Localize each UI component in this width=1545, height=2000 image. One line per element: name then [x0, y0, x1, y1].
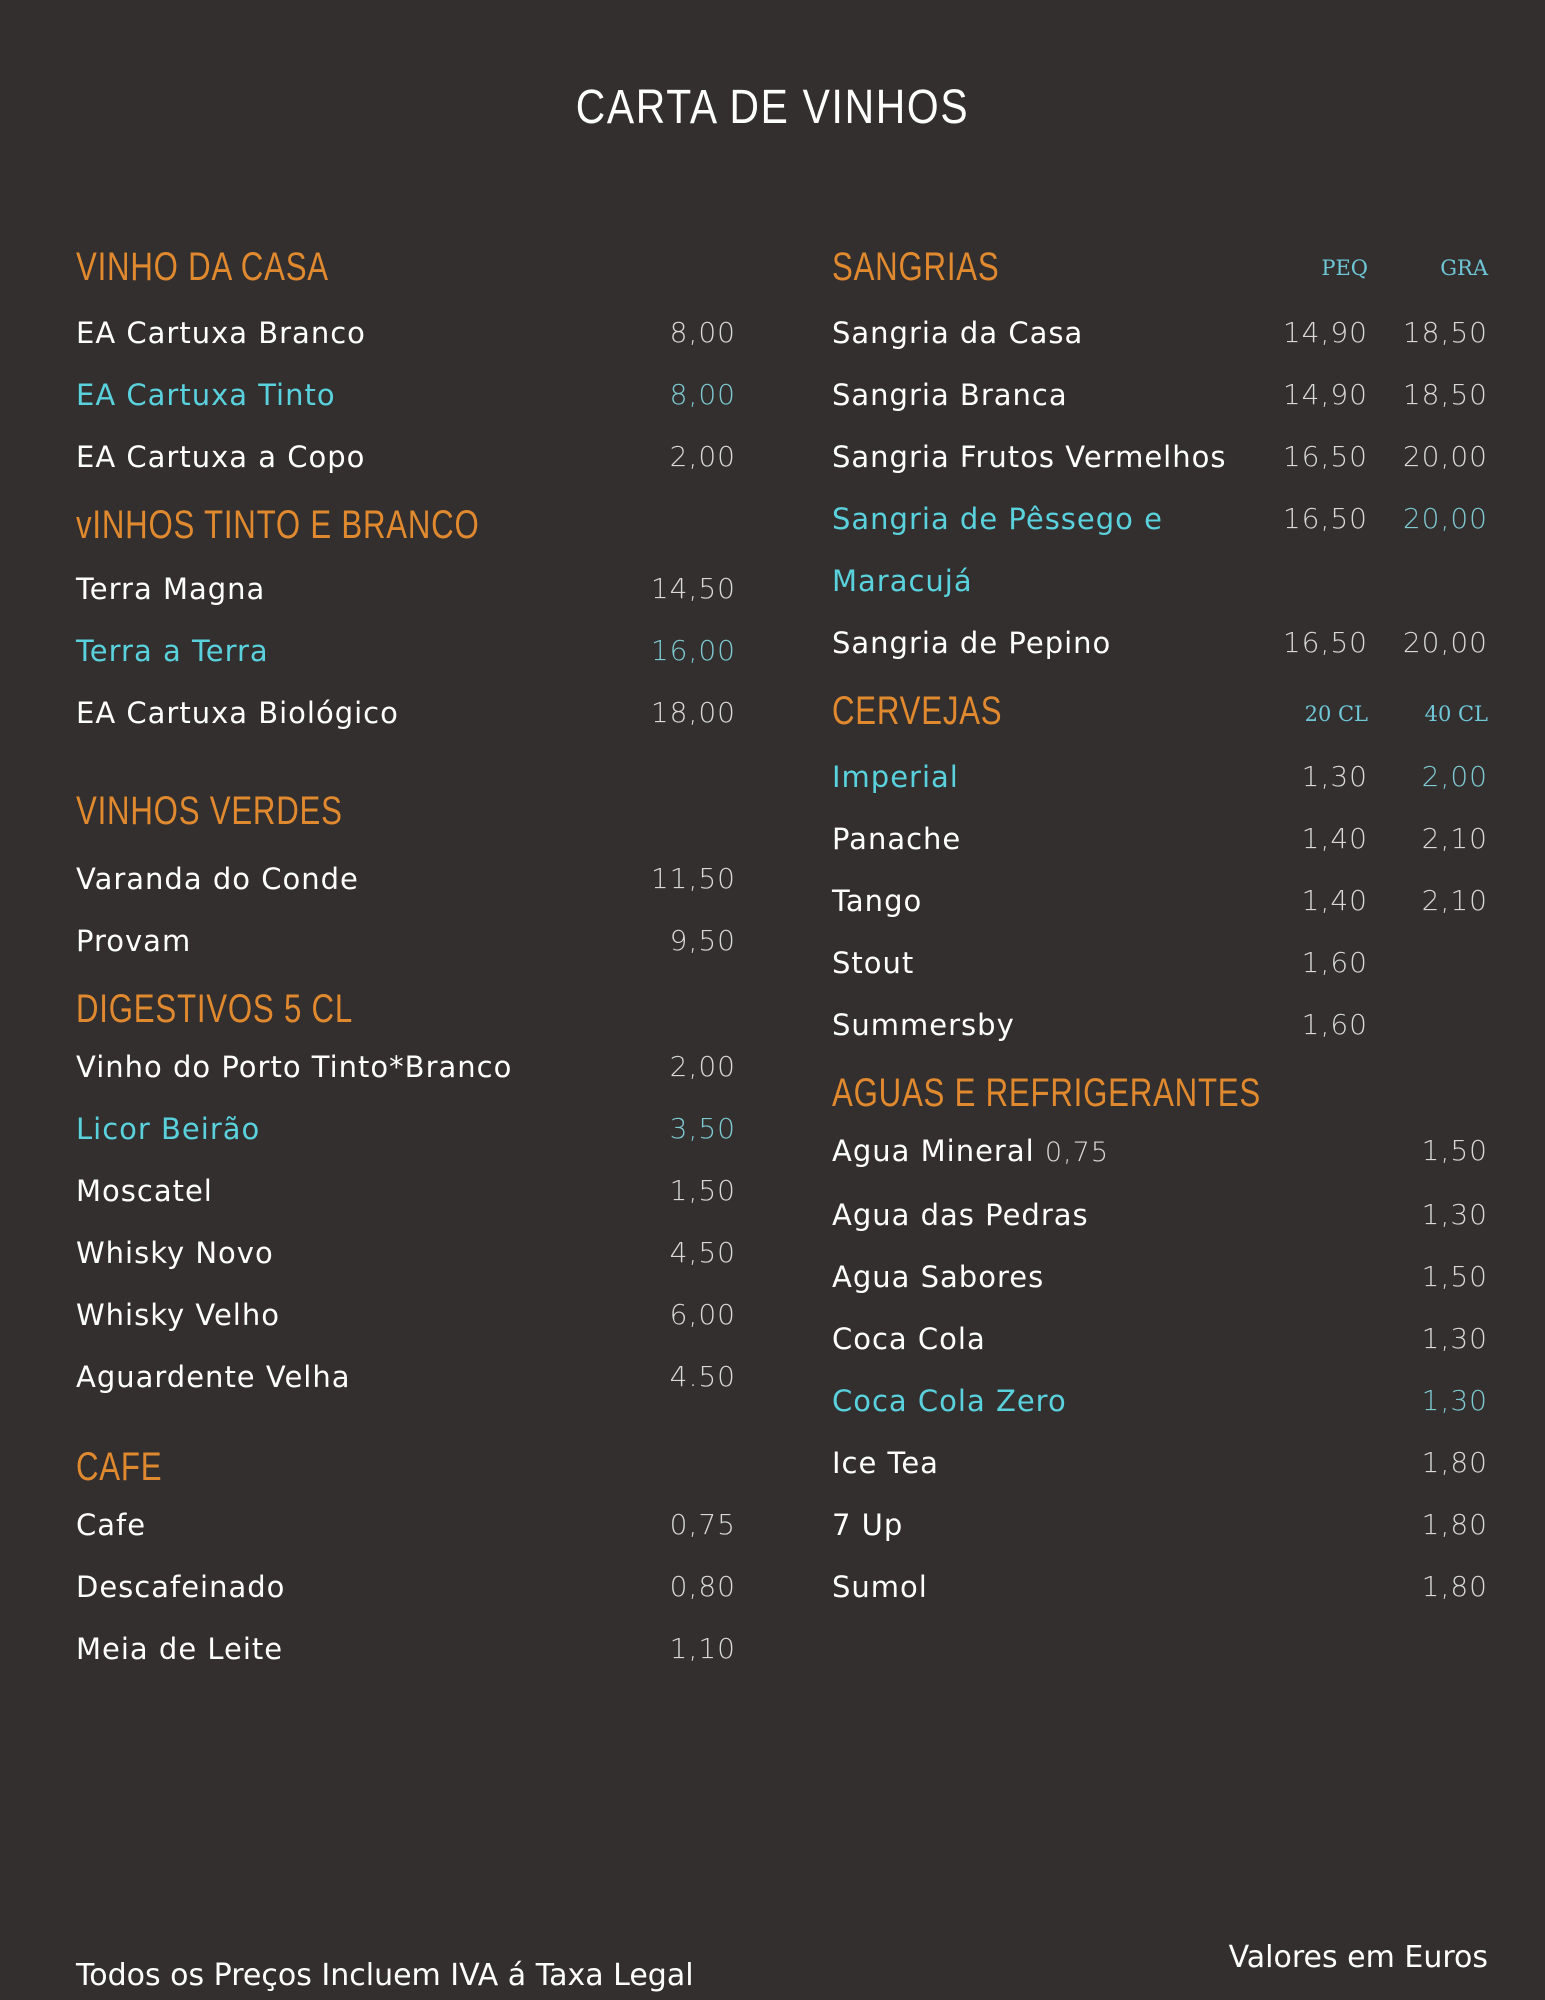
footer-tax-note: Todos os Preços Incluem IVA á Taxa Legal: [76, 1958, 694, 1993]
item-price-small: 1,60: [1301, 1008, 1368, 1041]
item-name: Aguardente Velha: [76, 1360, 351, 1394]
section-header: [832, 1056, 1488, 1116]
item-price: 0,75: [669, 1508, 736, 1541]
item-name: EA Cartuxa a Copo: [76, 440, 366, 474]
item-price-large: [1368, 994, 1488, 1056]
item-name: EA Cartuxa Biológico: [76, 696, 399, 730]
menu-item: [76, 620, 736, 682]
item-price: 1,80: [1421, 1508, 1488, 1541]
menu-item: [832, 1494, 1488, 1556]
menu-item: [832, 746, 1488, 808]
item-price: 8,00: [669, 378, 736, 411]
item-price-small: 16,50: [1282, 440, 1368, 473]
section-header: [76, 1430, 736, 1490]
menu-item: [832, 1246, 1488, 1308]
section-title-sangrias: SANGRIAS: [832, 245, 1000, 289]
item-name: Terra a Terra: [76, 634, 269, 668]
menu-item: [832, 994, 1488, 1056]
menu-item: [832, 302, 1488, 364]
column-header-gra: GRA: [1440, 256, 1488, 280]
menu-item: [76, 1160, 736, 1222]
footer-currency-note: Valores em Euros: [1228, 1940, 1488, 1975]
item-name: Tango: [832, 884, 923, 918]
item-price: 6,00: [669, 1298, 736, 1331]
item-price-large: 2,00: [1421, 760, 1488, 793]
menu-item: [76, 1036, 736, 1098]
item-price-small: 1,40: [1301, 822, 1368, 855]
menu-item: [832, 364, 1488, 426]
item-price: 1,50: [669, 1174, 736, 1207]
item-name: Ice Tea: [832, 1446, 939, 1480]
item-price-large: [1368, 932, 1488, 994]
item-price-large: 20,00: [1402, 626, 1488, 659]
right-column: [832, 230, 1488, 1618]
item-name: Cafe: [76, 1508, 147, 1542]
item-price: 3,50: [669, 1112, 736, 1145]
item-name: Vinho do Porto Tinto*Branco: [76, 1050, 513, 1084]
item-price-large: 18,50: [1402, 316, 1488, 349]
item-price: 8,00: [669, 316, 736, 349]
item-name: Agua Mineral: [832, 1134, 1035, 1168]
item-name: Whisky Velho: [76, 1298, 280, 1332]
column-header-20cl: 20 CL: [1304, 702, 1368, 726]
section-header: [76, 774, 736, 834]
item-name: Licor Beirão: [76, 1112, 261, 1146]
section-title-cafe: CAFE: [76, 1445, 163, 1489]
item-price: 16,00: [650, 634, 736, 667]
menu-item: [832, 932, 1488, 994]
menu-item: [832, 808, 1488, 870]
menu-item: [76, 1222, 736, 1284]
item-price-small: 14,90: [1282, 316, 1368, 349]
menu-item: [832, 1370, 1488, 1432]
item-name: Varanda do Conde: [76, 862, 359, 896]
menu-item: [76, 1098, 736, 1160]
item-name: Sangria Frutos Vermelhos: [832, 440, 1227, 474]
section-title-vinho-da-casa: VINHO DA CASA: [76, 245, 329, 289]
section-header: [76, 230, 736, 290]
item-price: 2,00: [669, 440, 736, 473]
menu-item: [76, 364, 736, 426]
section-title-aguas: AGUAS E REFRIGERANTES: [832, 1071, 1261, 1115]
item-price: 1,30: [1421, 1322, 1488, 1355]
item-name: EA Cartuxa Tinto: [76, 378, 336, 412]
item-name: Stout: [832, 946, 915, 980]
menu-item: [76, 426, 736, 488]
column-header-peq: PEQ: [1321, 256, 1368, 280]
menu-item: [76, 1346, 736, 1408]
item-price: 1,30: [1421, 1384, 1488, 1417]
left-column: [76, 230, 736, 1680]
menu-item: [832, 1120, 1488, 1184]
item-name: Moscatel: [76, 1174, 213, 1208]
menu-item: [76, 558, 736, 620]
item-name: Sangria Branca: [832, 378, 1068, 412]
item-price-small: 16,50: [1282, 502, 1368, 535]
item-price: 1,50: [1421, 1134, 1488, 1167]
menu-item: [76, 682, 736, 744]
section-title-cervejas: CERVEJAS: [832, 689, 1003, 733]
section-header: [76, 972, 736, 1032]
menu-item: [76, 1494, 736, 1556]
section-header: [76, 488, 736, 548]
item-price-small: 1,40: [1301, 884, 1368, 917]
item-name: Agua das Pedras: [832, 1198, 1089, 1232]
menu-item: [76, 302, 736, 364]
item-price: 14,50: [650, 572, 736, 605]
item-price-small: 1,30: [1301, 760, 1368, 793]
section-title-tinto-branco: vINHOS TINTO E BRANCO: [76, 503, 480, 547]
menu-item: [832, 426, 1488, 488]
item-price: 2,00: [669, 1050, 736, 1083]
menu-item: [76, 910, 736, 972]
item-price-large: 2,10: [1421, 822, 1488, 855]
item-price: 1,80: [1421, 1570, 1488, 1603]
section-title-vinhos-verdes: VINHOS VERDES: [76, 789, 343, 833]
item-name: Panache: [832, 822, 962, 856]
menu-item: [832, 488, 1488, 612]
menu-item: [832, 1556, 1488, 1618]
item-name: Sangria da Casa: [832, 316, 1084, 350]
item-price: 1,10: [669, 1632, 736, 1665]
item-name: Imperial: [832, 760, 959, 794]
menu-item: [832, 1184, 1488, 1246]
item-name: Sumol: [832, 1570, 928, 1604]
item-price-large: 20,00: [1402, 502, 1488, 535]
item-price: 11,50: [650, 862, 736, 895]
item-price-large: 20,00: [1402, 440, 1488, 473]
item-price: 1,80: [1421, 1446, 1488, 1479]
item-name: 7 Up: [832, 1508, 904, 1542]
item-price: 0,80: [669, 1570, 736, 1603]
item-name: Terra Magna: [76, 572, 266, 606]
menu-item: [76, 1618, 736, 1680]
item-price-small: 14,90: [1282, 378, 1368, 411]
item-price-large: 2,10: [1421, 884, 1488, 917]
item-name: Summersby: [832, 1008, 1015, 1042]
menu-item: [76, 1556, 736, 1618]
item-name: Agua Sabores: [832, 1260, 1045, 1294]
item-price-small: 1,60: [1301, 946, 1368, 979]
item-size: 0,75: [1044, 1137, 1110, 1168]
menu-item: [832, 612, 1488, 674]
item-name: Sangria de Pêssego e Maracujá: [832, 502, 1163, 598]
item-price: 1,30: [1421, 1198, 1488, 1231]
item-name: Descafeinado: [76, 1570, 286, 1604]
item-name: Coca Cola: [832, 1322, 986, 1356]
item-name: Provam: [76, 924, 192, 958]
menu-item: [832, 1308, 1488, 1370]
item-price: 9,50: [669, 924, 736, 957]
item-price: 4,50: [669, 1236, 736, 1269]
item-price: 1,50: [1421, 1260, 1488, 1293]
item-name: Whisky Novo: [76, 1236, 274, 1270]
section-header: [832, 674, 1488, 734]
section-title-digestivos: DIGESTIVOS 5 CL: [76, 987, 353, 1031]
item-price: 18,00: [650, 696, 736, 729]
item-name: EA Cartuxa Branco: [76, 316, 366, 350]
item-price-large: 18,50: [1402, 378, 1488, 411]
item-name: Meia de Leite: [76, 1632, 284, 1666]
page-title: CARTA DE VINHOS: [575, 81, 970, 134]
item-price-small: 16,50: [1282, 626, 1368, 659]
item-name: Sangria de Pepino: [832, 626, 1112, 660]
column-header-40cl: 40 CL: [1424, 702, 1488, 726]
menu-item: [76, 848, 736, 910]
menu-item: [76, 1284, 736, 1346]
menu-item: [832, 1432, 1488, 1494]
item-name: Coca Cola Zero: [832, 1384, 1067, 1418]
item-price: 4.50: [669, 1360, 736, 1393]
menu-item: [832, 870, 1488, 932]
section-header: [832, 230, 1488, 290]
